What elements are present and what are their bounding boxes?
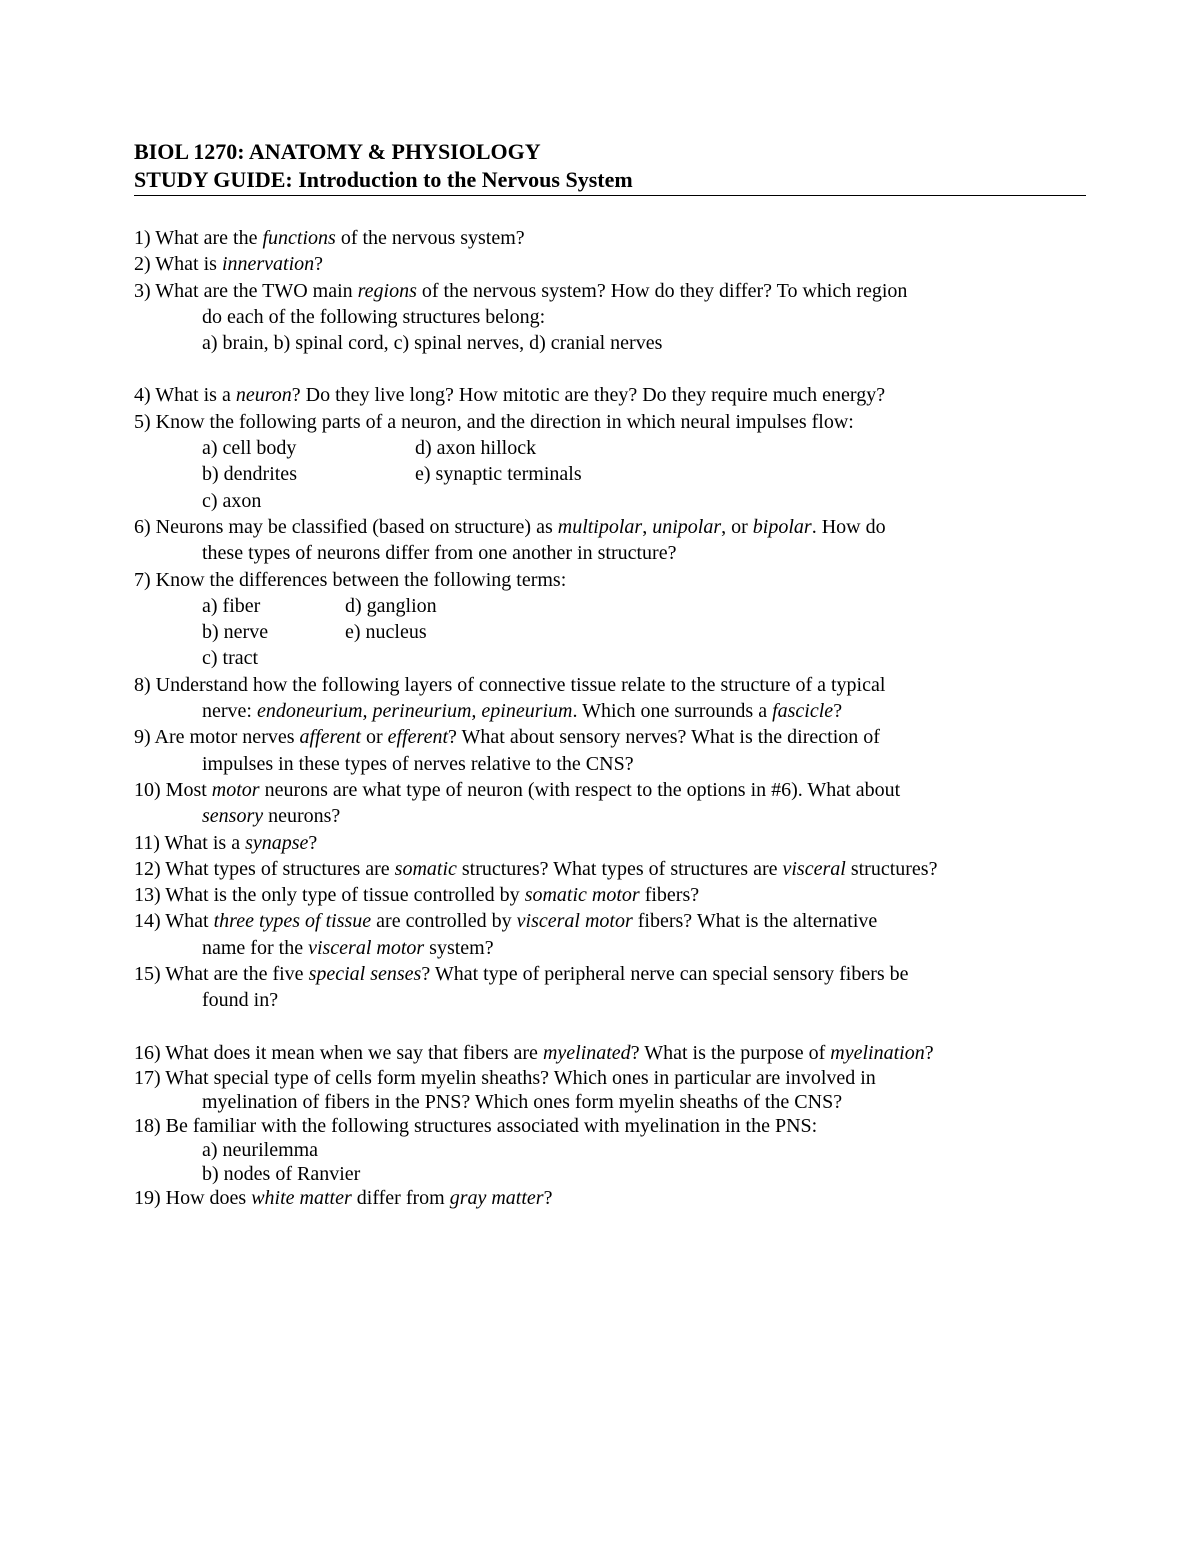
list-item: a) cell body <box>202 437 297 460</box>
study-guide-page <box>134 138 1086 1210</box>
question-8: 8) Understand how the following layers of connective tissue relate to the structure of a typical nerve: endoneurium, perineurium, epineurium. Which one surrounds a fascicle? <box>134 673 886 723</box>
question-16: 16) What does it mean when we say that fibers are myelinated? What is the purpose of myelination? <box>134 1041 934 1064</box>
list-item: a) neurilemma <box>202 1138 319 1161</box>
question-9: 9) Are motor nerves afferent or efferent? What about sensory nerves? What is the direction of impulses in these types of nerves relative to the CNS? <box>134 726 880 775</box>
list-item: b) nodes of Ranvier <box>202 1162 361 1185</box>
list-item: e) nucleus <box>345 621 427 644</box>
question-5: 5) Know the following parts of a neuron, and the direction in which neural impulses flow: a) cell body d) axon hillock b) dendrites e) synaptic terminals c) axon <box>134 409 1086 514</box>
question-18: 18) Be familiar with the following structures associated with myelination in the PNS: a) neurilemma b) nodes of Ranvier <box>134 1114 1086 1186</box>
question-6: 6) Neurons may be classified (based on structure) as multipolar, unipolar, or bipolar. How do these types of neurons differ from one another in structure? <box>134 515 886 565</box>
question-19: 19) How does white matter differ from gray matter? <box>134 1186 553 1209</box>
question-17: 17) What special type of cells form myelin sheaths? Which ones in particular are involved in myelination of fibers in the PNS? Which ones form myelin sheaths of the CNS? <box>134 1066 876 1113</box>
question-11: 11) What is a synapse? <box>134 831 318 854</box>
list-item: d) axon hillock <box>415 437 537 460</box>
course-title: BIOL 1270: ANATOMY & PHYSIOLOGY <box>134 139 541 164</box>
question-3: 3) What are the TWO main regions of the nervous system? How do they differ? To which region do each of the following structures belong: a) brain, b) spinal cord, c) spinal nerves, d) cranial nerves <box>134 279 908 355</box>
list-item: c) tract <box>202 647 259 670</box>
header-rule <box>134 195 1086 196</box>
list-item: a) fiber <box>202 594 261 617</box>
list-item: b) dendrites <box>202 463 297 486</box>
list-item: e) synaptic terminals <box>415 463 582 486</box>
question-10: 10) Most motor neurons are what type of neuron (with respect to the options in #6). What about sensory neurons? <box>134 778 901 828</box>
question-14: 14) What three types of tissue are controlled by visceral motor fibers? What is the alternative name for the visceral motor system? <box>134 910 878 959</box>
question-12: 12) What types of structures are somatic structures? What types of structures are visceral structures? <box>134 857 938 880</box>
list-item: c) axon <box>202 489 262 512</box>
question-7: 7) Know the differences between the following terms: a) fiber d) ganglion b) nerve e) nucleus c) tract <box>134 567 1086 672</box>
list-item: b) nerve <box>202 621 269 644</box>
question-4: 4) What is a neuron? Do they live long? How mitotic are they? Do they require much energy? <box>134 384 886 407</box>
question-13: 13) What is the only type of tissue controlled by somatic motor fibers? <box>134 884 700 907</box>
question-1: 1) What are the functions of the nervous system? <box>134 227 525 249</box>
question-15: 15) What are the five special senses? What type of peripheral nerve can special sensory fibers be found in? <box>134 963 909 1012</box>
question-list <box>134 225 1086 1210</box>
question-2: 2) What is innervation? <box>134 253 324 276</box>
guide-title: STUDY GUIDE: Introduction to the Nervous System <box>134 167 633 192</box>
list-item: d) ganglion <box>345 594 437 617</box>
